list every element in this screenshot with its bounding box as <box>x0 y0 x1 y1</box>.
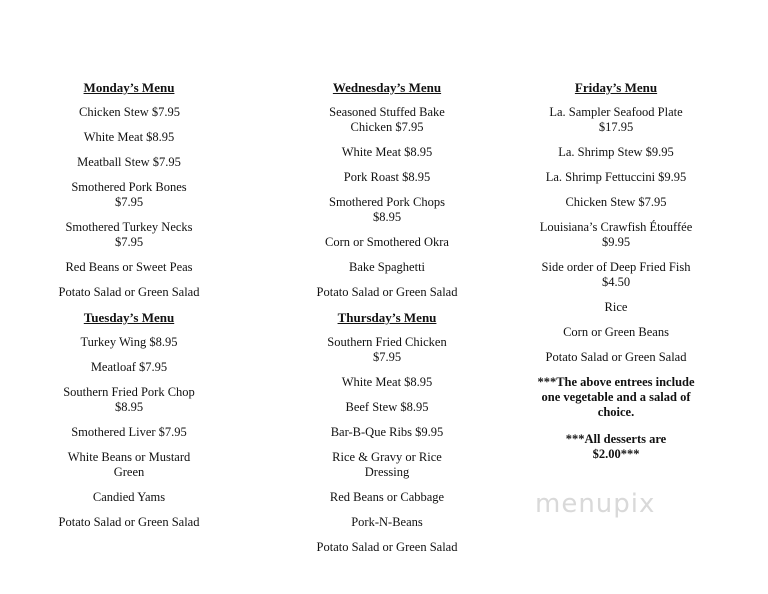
menu-item: Chicken Stew $7.95 <box>565 195 667 209</box>
menu-item: Red Beans or Sweet Peas <box>65 260 193 274</box>
menu-item: Turkey Wing $8.95 <box>80 335 178 349</box>
menu-item: Rice <box>604 300 628 314</box>
menu-item: Potato Salad or Green Salad <box>316 285 458 299</box>
menu-item: Smothered Liver $7.95 <box>71 425 187 439</box>
desserts-note: ***All desserts are $2.00*** <box>565 432 667 461</box>
menu-item: White Beans or Mustard Green <box>67 450 191 479</box>
tuesday-heading: Tuesday’s Menu <box>83 310 175 325</box>
menu-item: White Meat $8.95 <box>83 130 175 144</box>
menu-column-left <box>29 80 229 540</box>
menu-item: White Meat $8.95 <box>341 375 433 389</box>
menu-item: Potato Salad or Green Salad <box>58 285 200 299</box>
menu-item: Smothered Pork Bones $7.95 <box>71 180 187 209</box>
menu-item: Chicken Stew $7.95 <box>79 105 181 119</box>
friday-heading: Friday’s Menu <box>574 80 658 95</box>
thursday-heading: Thursday’s Menu <box>337 310 437 325</box>
menu-item: Candied Yams <box>92 490 166 504</box>
menu-item: Red Beans or Cabbage <box>329 490 445 504</box>
menu-column-right <box>516 80 716 474</box>
menu-item: Bar-B-Que Ribs $9.95 <box>330 425 444 439</box>
watermark-logo: menupix <box>535 489 656 519</box>
menu-item: Meatloaf $7.95 <box>90 360 168 374</box>
menu-column-middle <box>287 80 487 565</box>
wednesday-heading: Wednesday’s Menu <box>332 80 442 95</box>
menu-item: Corn or Green Beans <box>563 325 669 339</box>
monday-heading: Monday’s Menu <box>83 80 175 95</box>
menu-item: Louisiana’s Crawfish Étouffée $9.95 <box>539 220 693 249</box>
menu-item: La. Shrimp Stew $9.95 <box>558 145 674 159</box>
menu-item: Side order of Deep Fried Fish $4.50 <box>541 260 691 289</box>
entrees-note: ***The above entrees include one vegetable and a salad of choice. <box>537 375 695 419</box>
menu-item: Smothered Turkey Necks $7.95 <box>65 220 193 249</box>
menu-item: Beef Stew $8.95 <box>345 400 429 414</box>
menu-item: Southern Fried Pork Chop $8.95 <box>63 385 195 414</box>
menu-item: Potato Salad or Green Salad <box>545 350 687 364</box>
menu-item: Pork Roast $8.95 <box>343 170 431 184</box>
menu-item: Potato Salad or Green Salad <box>58 515 200 529</box>
menu-item: White Meat $8.95 <box>341 145 433 159</box>
menu-item: La. Sampler Seafood Plate $17.95 <box>549 105 683 134</box>
menu-item: Seasoned Stuffed Bake Chicken $7.95 <box>329 105 445 134</box>
menu-item: La. Shrimp Fettuccini $9.95 <box>545 170 687 184</box>
menu-item: Smothered Pork Chops $8.95 <box>329 195 445 224</box>
menu-item: Southern Fried Chicken $7.95 <box>327 335 447 364</box>
menu-item: Rice & Gravy or Rice Dressing <box>332 450 442 479</box>
menu-item: Corn or Smothered Okra <box>325 235 449 249</box>
menu-item: Potato Salad or Green Salad <box>316 540 458 554</box>
menu-item: Meatball Stew $7.95 <box>77 155 181 169</box>
menu-item: Pork-N-Beans <box>351 515 423 529</box>
menu-item: Bake Spaghetti <box>348 260 426 274</box>
